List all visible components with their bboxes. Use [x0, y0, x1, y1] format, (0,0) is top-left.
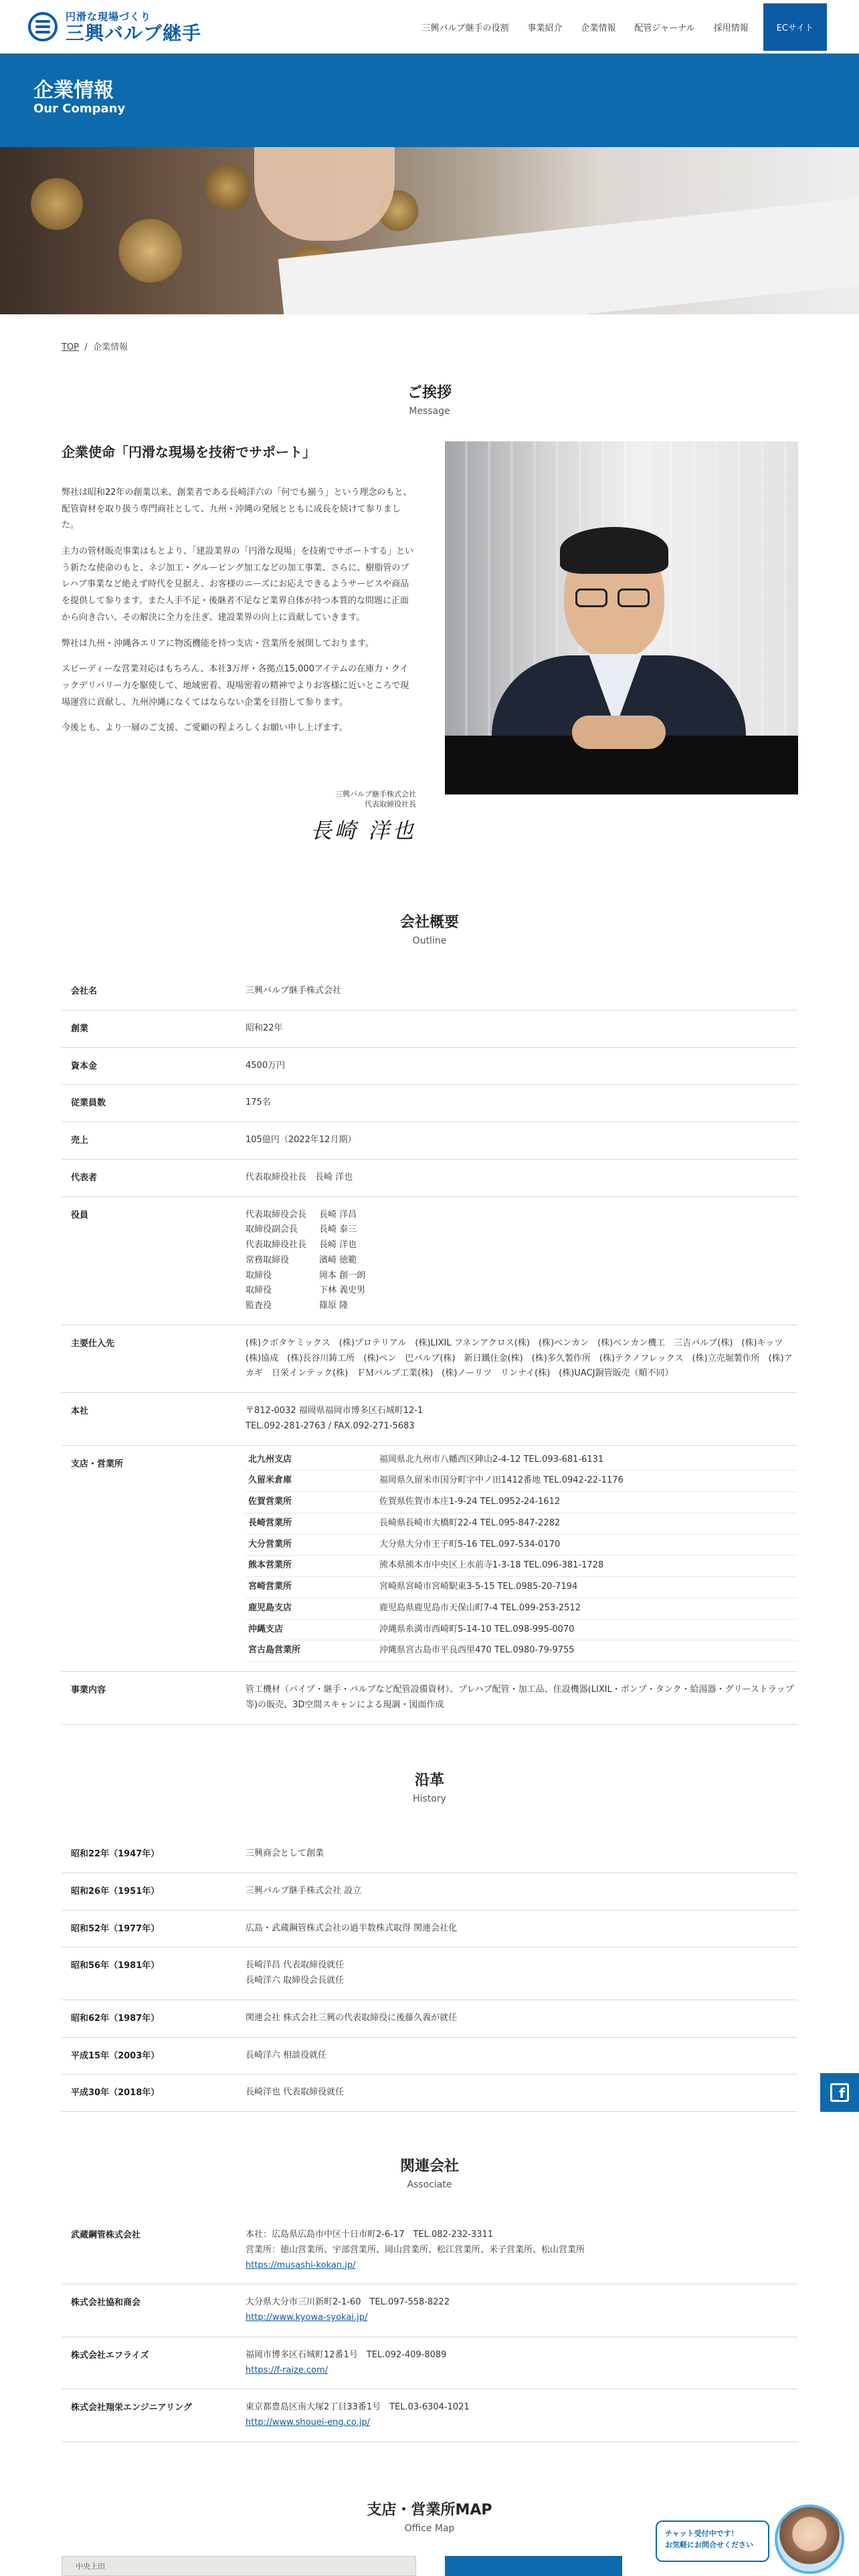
row-label: 昭和56年（1981年） [71, 1961, 160, 1971]
row-label: 昭和62年（1987年） [71, 2013, 160, 2024]
hq-tel-line: TEL.092-281-2763 / FAX.092-271-5683 [246, 1420, 415, 1431]
row-value: 三興商会として創業 [246, 1848, 324, 1858]
nav-recruit[interactable]: 採用情報 [713, 23, 749, 33]
logo-icon [28, 12, 58, 41]
associate-section-title [0, 2155, 859, 2190]
row-label: 事業内容 [71, 1685, 106, 1695]
signature-title: 代表取締役社長 [365, 800, 416, 809]
chat-line-1: チャット受付中です！ [665, 2529, 739, 2538]
page-subtitle: Our Company [33, 102, 126, 116]
outline-table [62, 973, 797, 1725]
hq-row [62, 1393, 797, 1446]
chat-operator-avatar[interactable] [775, 2504, 844, 2574]
outline-title-en: Outline [412, 936, 447, 946]
associate-link[interactable]: https://f-raize.com/ [246, 2365, 328, 2375]
row-label: 株式会社協和商会 [71, 2298, 141, 2309]
suppliers-row [62, 1325, 797, 1393]
mission-heading: 企業使命「円滑な現場を技術でサポート」 [62, 444, 316, 460]
associate-link[interactable]: http://www.shouei-eng.co.jp/ [246, 2418, 371, 2428]
nav-business[interactable]: 事業紹介 [527, 23, 563, 33]
branch-address: 沖縄県糸満市西崎町5-14-10 TEL.098-995-0070 [379, 1620, 797, 1641]
table-row [62, 2074, 797, 2112]
signature-company: 三興バルブ継手株式会社 [335, 790, 416, 798]
history-title: 沿革 [414, 1772, 444, 1789]
officers-list [246, 1197, 797, 1325]
breadcrumb-separator: / [84, 342, 88, 352]
logo-wordmark: 三興バルブ継手 [66, 22, 202, 44]
row-label: 創業 [71, 1023, 89, 1034]
branch-name: 佐賀営業所 [246, 1492, 379, 1513]
hq-address-line: 〒812-0032 福岡県福岡市博多区石城町12-1 [246, 1406, 423, 1416]
office-map[interactable] [62, 2556, 416, 2576]
branch-address: 福岡県北九州市八幡西区陣山2-4-12 TEL.093-681-6131 [379, 1450, 797, 1471]
associate-line: 福岡市博多区石城町12番1号 TEL.092-409-8089 [246, 2349, 447, 2360]
table-row [62, 1010, 797, 1048]
row-label: 昭和52年（1977年） [71, 1923, 160, 1934]
ec-site-button[interactable]: ECサイト [763, 3, 827, 51]
row-label: 資本金 [71, 1061, 98, 1071]
officer-name: 長崎 洋也 [319, 1240, 357, 1250]
officer-title: 取締役 [246, 1285, 272, 1296]
table-row [62, 1048, 797, 1085]
associate-line: 大分県大分市三川新町2-1-60 TEL.097-558-8222 [246, 2297, 450, 2308]
associate-link[interactable]: http://www.kyowa-syokai.jp/ [246, 2313, 368, 2323]
row-label: 平成30年（2018年） [71, 2088, 160, 2099]
table-row [62, 1911, 797, 1948]
chat-widget[interactable] [656, 2504, 850, 2571]
table-row [62, 973, 797, 1010]
table-row [62, 1873, 797, 1911]
page-title-band [0, 53, 859, 147]
row-value: 長崎洋六 相談役就任 [246, 2050, 327, 2060]
facebook-button[interactable] [820, 2073, 859, 2112]
row-value: 4500万円 [246, 1060, 286, 1071]
row-value: 代表取締役社長 長崎 洋也 [246, 1172, 353, 1182]
row-value: 長崎洋昌 代表取締役就任 長崎洋六 取締役会長就任 [246, 1960, 345, 1985]
row-label: 昭和22年（1947年） [71, 1849, 160, 1859]
associate-line: 本社：広島県広島市中区十日市町2-6-17 TEL.082-232-3311 [246, 2230, 494, 2240]
row-value: 三興バルブ継手株式会社 [246, 986, 342, 996]
chat-line-2: お気軽にお問合せください [665, 2540, 753, 2549]
table-row [62, 2389, 797, 2442]
history-table [62, 1836, 797, 2112]
message-section-title [0, 381, 859, 417]
message-title-en: Message [409, 406, 450, 417]
table-row [62, 2337, 797, 2390]
table-row [62, 1085, 797, 1122]
officer-title: 代表取締役会長 [246, 1209, 307, 1220]
row-label: 株式会社翔栄エンジニアリング [71, 2403, 192, 2413]
branch-name: 久留米倉庫 [246, 1471, 379, 1492]
row-value [246, 2284, 797, 2337]
message-title: ご挨拶 [407, 385, 452, 401]
row-value: 長崎洋也 代表取締役就任 [246, 2087, 345, 2098]
message-paragraph: 弊社は昭和22年の創業以来、創業者である長崎洋六の「何でも揃う」という理念のもと、配管資材を取り扱う専門商社として、九州・沖縄の発展とともに成長を続けて参りました。 [62, 488, 412, 531]
branch-address: 熊本県熊本市中央区上水前寺1-3-18 TEL.096-381-1728 [379, 1555, 797, 1577]
outline-title: 会社概要 [399, 914, 459, 931]
business-row [62, 1672, 797, 1725]
officer-name: 長崎 洋昌 [319, 1209, 357, 1220]
row-value [246, 2337, 797, 2389]
row-label: 会社名 [71, 986, 98, 996]
associate-title-en: Associate [407, 2179, 452, 2190]
map-place-label: 中央上田 [76, 2562, 105, 2571]
row-value: 175名 [246, 1097, 271, 1108]
associate-table [62, 2217, 797, 2442]
nav-role[interactable]: 三興バルブ継手の役割 [421, 23, 509, 33]
president-photo [445, 441, 798, 794]
nav-company[interactable]: 企業情報 [581, 23, 616, 33]
map-title-en: Office Map [404, 2523, 455, 2534]
breadcrumb [62, 340, 128, 352]
row-label: 昭和26年（1951年） [71, 1886, 160, 1897]
chat-bubble[interactable] [656, 2520, 769, 2562]
branch-address: 福岡県久留米市国分町字中ノ田1412番地 TEL.0942-22-1176 [379, 1471, 797, 1492]
row-label: 支店・営業所 [71, 1459, 124, 1469]
branch-name: 鹿児島支店 [246, 1598, 379, 1620]
branch-name: 熊本営業所 [246, 1555, 379, 1577]
table-row [62, 1947, 797, 2000]
breadcrumb-current: 企業情報 [92, 342, 128, 352]
row-value: 三興バルブ継手株式会社 設立 [246, 1885, 362, 1896]
row-label: 平成15年（2003年） [71, 2050, 160, 2061]
message-paragraph: 今後とも、より一層のご支援、ご愛顧の程よろしくお願い申し上げます。 [62, 723, 348, 734]
row-label: 代表者 [71, 1172, 98, 1183]
associate-link[interactable]: https://musashi-kokan.jp/ [246, 2260, 356, 2270]
row-value [246, 2217, 797, 2284]
branch-address: 長崎県長崎市大橋町22-4 TEL.095-847-2282 [379, 1513, 797, 1535]
branch-address: 鹿児島県鹿児島市天保山町7-4 TEL.099-253-2512 [379, 1598, 797, 1620]
nav-journal[interactable]: 配管ジャーナル [634, 23, 695, 33]
row-label: 売上 [71, 1136, 89, 1146]
branch-address: 大分県大分市王子町5-16 TEL.097-534-0170 [379, 1535, 797, 1556]
outline-section-title [0, 911, 859, 946]
row-label: 武蔵鋼管株式会社 [71, 2230, 141, 2240]
logo-tagline: 円滑な現場づくり [66, 11, 152, 23]
history-section-title [0, 1769, 859, 1804]
table-row [62, 1122, 797, 1160]
table-row [62, 2000, 797, 2038]
row-label: 主要仕入先 [71, 1338, 115, 1349]
message-paragraph: 弊社は九州・沖縄各エリアに物流機能を持つ支店・営業所を展開しております。 [62, 638, 374, 649]
officer-title: 監査役 [246, 1301, 272, 1311]
table-row [62, 1160, 797, 1197]
table-row [62, 2284, 797, 2337]
officers-row [62, 1197, 797, 1325]
branch-name: 宮古島営業所 [246, 1640, 379, 1662]
site-logo[interactable] [28, 9, 201, 44]
officer-name: 下林 義史男 [319, 1285, 366, 1296]
page-title: 企業情報 [33, 79, 114, 102]
officer-title: 取締役副会長 [246, 1224, 298, 1235]
branch-address: 宮崎県宮崎市宮崎駅東3-5-15 TEL.0985-20-7194 [379, 1577, 797, 1598]
row-value: 広島・武蔵鋼管株式会社の過半数株式取得 関連会社化 [246, 1923, 458, 1933]
associate-title: 関連会社 [399, 2158, 459, 2175]
hero-photo [0, 147, 859, 314]
branch-name: 北九州支店 [246, 1450, 379, 1471]
row-value: 昭和22年 [246, 1023, 283, 1033]
officer-name: 篠原 隆 [319, 1301, 349, 1311]
row-value: (株)クボタケミックス (株)プロテリアル (株)LIXIL フネンアクロス(株) (株)ベンカン (株)ベンカン機工 三吉バルブ(株) (株)キッツ (株)協成 (株)長谷川鋳工所 (株)ベン 巴バルブ(株) 新日鐵住金(株) (株)多久製作所 (株)テクノフレックス (株)立売堀製作所 (株)アカギ 日栄インテック(株) ＦＭバルブ工業(株) (株)ノーリツ リンナイ(株) (株)UACJ銅管販売（順不同） [246, 1337, 793, 1379]
breadcrumb-home[interactable]: TOP [62, 342, 80, 352]
officer-name: 長崎 泰三 [319, 1224, 357, 1235]
officer-name: 岡本 創一朗 [319, 1270, 366, 1281]
associate-line: 東京都豊島区南大塚2丁目33番1号 TEL.03-6304-1021 [246, 2402, 470, 2413]
branch-name: 宮崎営業所 [246, 1577, 379, 1598]
table-row [62, 2038, 797, 2075]
table-row [62, 1836, 797, 1873]
message-body [62, 441, 416, 746]
site-header [0, 0, 859, 53]
global-nav [403, 0, 827, 53]
officer-title: 常務取締役 [246, 1255, 290, 1265]
associate-line: 営業所：徳山営業所、宇部営業所、岡山営業所、松江営業所、米子営業所、松山営業所 [246, 2244, 585, 2255]
branch-name: 長崎営業所 [246, 1513, 379, 1535]
branches-list [246, 1446, 797, 1672]
message-paragraph: スピーディーな営業対応はもちろん、本社3万坪・各拠点15,000アイテムの在庫力・クイックデリバリー力を駆使して、地域密着、現場密着の精神でよりお客様に近いところで現場運営に貢献し、九州沖縄になくてはならない企業を目指して参ります。 [62, 664, 409, 708]
row-value [246, 2389, 797, 2442]
signature-block [62, 789, 416, 845]
branch-name: 大分営業所 [246, 1535, 379, 1556]
facebook-icon: f [830, 2083, 849, 2102]
row-label: 従業員数 [71, 1098, 106, 1109]
officer-title: 代表取締役社長 [246, 1240, 307, 1250]
officer-name: 濱崎 徳範 [319, 1255, 357, 1265]
hq-address [246, 1393, 797, 1445]
history-title-en: History [413, 1794, 446, 1804]
branch-address: 佐賀県佐賀市本庄1-9-24 TEL.0952-24-1612 [379, 1492, 797, 1513]
signature-name: 長崎 洋也 [310, 817, 416, 843]
table-row [62, 2217, 797, 2284]
branch-address: 沖縄県宮古島市平良西里470 TEL.0980-79-9755 [379, 1640, 797, 1662]
row-label: 本社 [71, 1406, 89, 1416]
officer-title: 取締役 [246, 1270, 272, 1281]
row-label: 役員 [71, 1210, 89, 1220]
map-title: 支店・営業所MAP [367, 2502, 492, 2518]
branches-row [62, 1446, 797, 1673]
row-value: 関連会社 株式会社三興の代表取締役に後藤久義が就任 [246, 2012, 458, 2023]
map-side-panel [445, 2556, 622, 2576]
row-value: 105億円（2022年12月期） [246, 1135, 357, 1145]
branch-name: 沖縄支店 [246, 1620, 379, 1641]
row-label: 株式会社エフライズ [71, 2350, 149, 2361]
row-value: 管工機材（パイプ・継手・バルブなど配管設備資材）、プレハブ配管・加工品、住設機器(LIXIL・ポンプ・タンク・給湯器・グリーストラップ等)の販売、3D空間スキャンによる現調・図面作成 [246, 1685, 794, 1710]
message-paragraph: 主力の管材販売事業はもとより、「建設業界の「円滑な現場」を技術でサポートする」という新たな使命のもと、ネジ加工・グルーピング加工などの加工事業、さらに、樹脂管のプレハブ事業など絶えず時代を見据え、お客様のニーズにお応えできるようサービスや商品を提供して参ります。また人手不足・後継者不足など業界自体が持つ本質的な問題に正面から向き合い、その解決に全力を注ぎ、建設業界の向上に貢献していきます。 [62, 546, 414, 623]
